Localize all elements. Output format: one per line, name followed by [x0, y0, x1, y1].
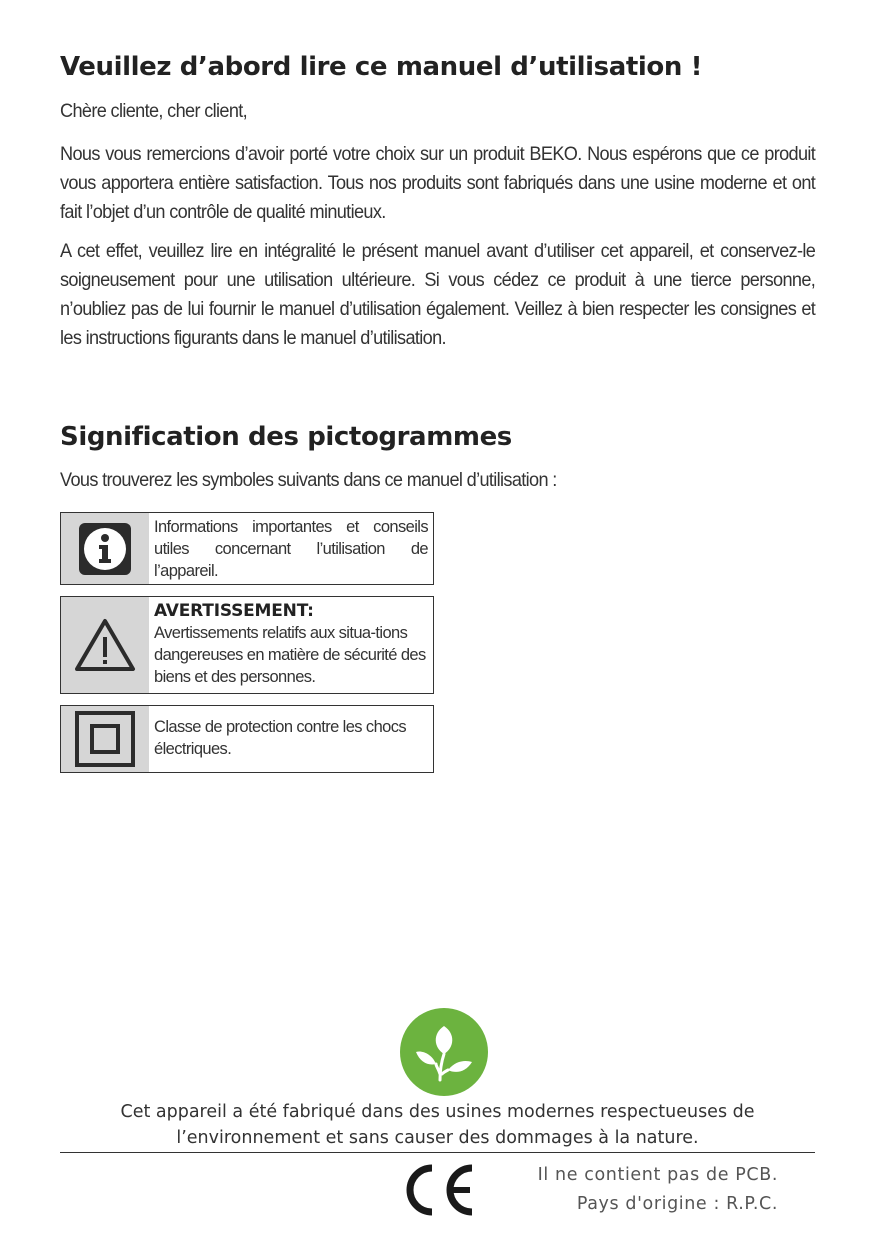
pictogram-protection-row	[60, 705, 434, 773]
pictogram-info-text: Informations importantes et conseils utiles concernant l’utilisation de l’appareil.	[154, 518, 428, 580]
pictograms-heading: Signification des pictogrammes	[60, 422, 512, 452]
pictogram-warning-text: Avertissements relatifs aux situa-tions dangereuses en matière de sécurité des biens et des personnes.	[154, 624, 426, 686]
intro-paragraph-2: A cet effet, veuillez lire en intégralité le présent manuel avant d’utiliser cet appareil, et conservez-le soigneusement pour une utilisation ultérieure. Si vous cédez ce produit à une tierce personne, n’oubliez pas de lui fournir le manuel d’utilisation également. Veillez à bien respecter les consignes et les instructions figurants dans le manuel d’utilisation.	[60, 240, 816, 349]
page-title: Veuillez d’abord lire ce manuel d’utilisation !	[60, 52, 703, 82]
country-of-origin: Pays d'origine : R.P.C.	[576, 1194, 778, 1214]
greeting: Chère cliente, cher client,	[60, 100, 248, 122]
pictogram-warning-row	[60, 596, 434, 694]
eco-statement: Cet appareil a été fabriqué dans des usines modernes respectueuses de l’environnement et sans causer des dommages à la nature.	[120, 1102, 755, 1148]
footer-info	[538, 1161, 778, 1219]
pictograms-intro: Vous trouverez les symboles suivants dans ce manuel d’utilisation :	[60, 469, 557, 491]
pictogram-protection-text: Classe de protection contre les chocs électriques.	[154, 718, 407, 758]
pictogram-info-row	[60, 512, 434, 585]
ce-mark-icon	[402, 1160, 476, 1220]
pcb-statement: Il ne contient pas de PCB.	[537, 1165, 778, 1185]
double-insulation-icon	[61, 706, 149, 772]
intro-paragraph-1: Nous vous remercions d’avoir porté votre choix sur un produit BEKO. Nous espérons que ce produit vous apportera entière satisfaction. Tous nos produits sont fabriqués dans une usine moderne et ont fait l’objet d’un contrôle de qualité minutieux.	[60, 143, 816, 223]
eco-leaf-icon	[400, 1008, 488, 1096]
footer-divider	[60, 1152, 815, 1153]
info-icon	[61, 513, 149, 584]
warning-title: AVERTISSEMENT:	[154, 601, 314, 621]
warning-icon	[61, 597, 149, 693]
